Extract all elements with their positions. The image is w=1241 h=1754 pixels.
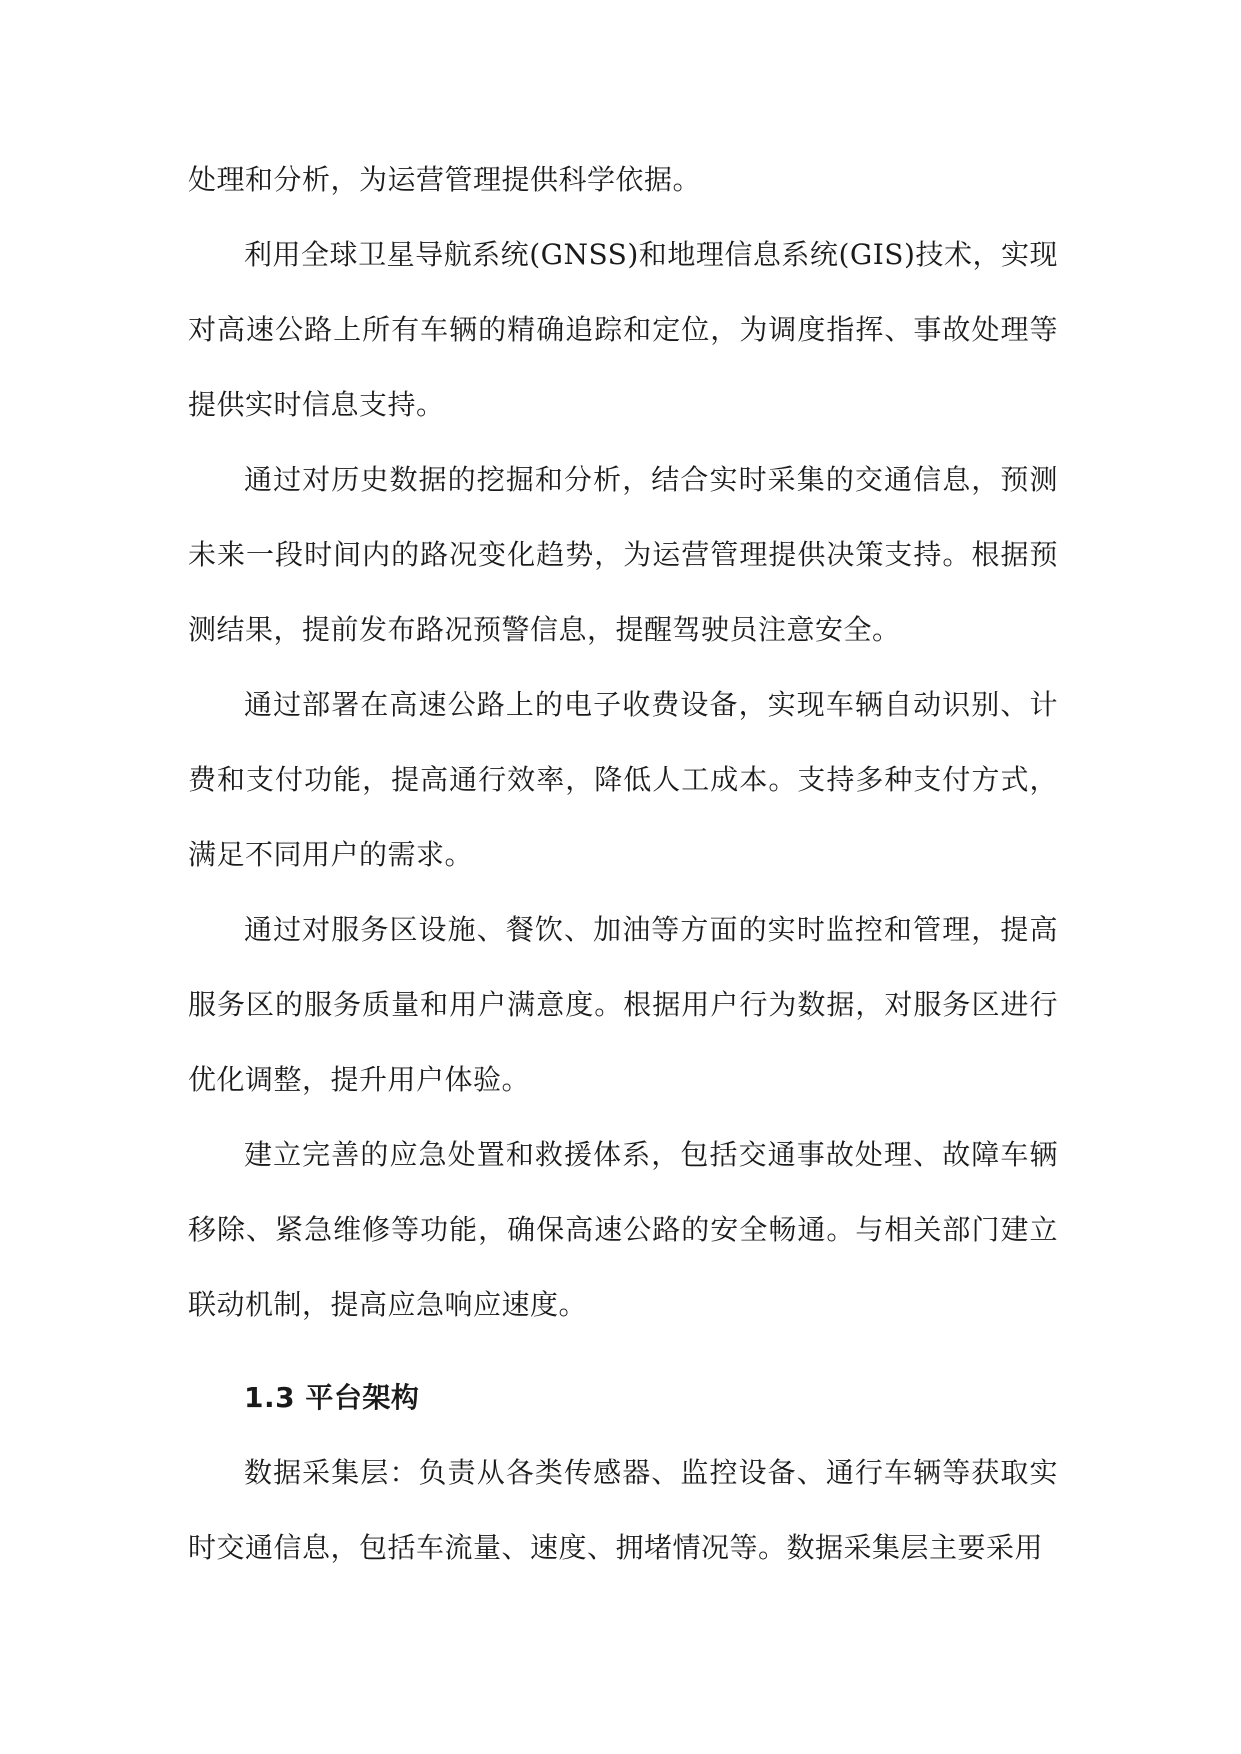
- paragraph-gnss-gis: 利用全球卫星导航系统(GNSS)和地理信息系统(GIS)技术，实现对高速公路上所有车辆的精确追踪和定位，为调度指挥、事故处理等提供实时信息支持。: [188, 238, 1058, 421]
- paragraph-emergency: 建立完善的应急处置和救援体系，包括交通事故处理、故障车辆移除、紧急维修等功能，确保高速公路的安全畅通。与相关部门建立联动机制，提高应急响应速度。: [188, 1138, 1058, 1321]
- paragraph-data-collection: 数据采集层：负责从各类传感器、监控设备、通行车辆等获取实时交通信息，包括车流量、速度、拥堵情况等。数据采集层主要采用: [188, 1456, 1058, 1564]
- paragraph-continuation: 处理和分析，为运营管理提供科学依据。: [188, 163, 702, 196]
- section-heading: 1.3 平台架构: [244, 1381, 420, 1414]
- paragraph-etc: 通过部署在高速公路上的电子收费设备，实现车辆自动识别、计费和支付功能，提高通行效率，降低人工成本。支持多种支付方式，满足不同用户的需求。: [188, 688, 1058, 871]
- paragraph-prediction: 通过对历史数据的挖掘和分析，结合实时采集的交通信息，预测未来一段时间内的路况变化趋势，为运营管理提供决策支持。根据预测结果，提前发布路况预警信息，提醒驾驶员注意安全。: [188, 463, 1058, 646]
- paragraph-service-area: 通过对服务区设施、餐饮、加油等方面的实时监控和管理，提高服务区的服务质量和用户满意度。根据用户行为数据，对服务区进行优化调整，提升用户体验。: [188, 913, 1058, 1096]
- document-body: [188, 142, 1058, 1585]
